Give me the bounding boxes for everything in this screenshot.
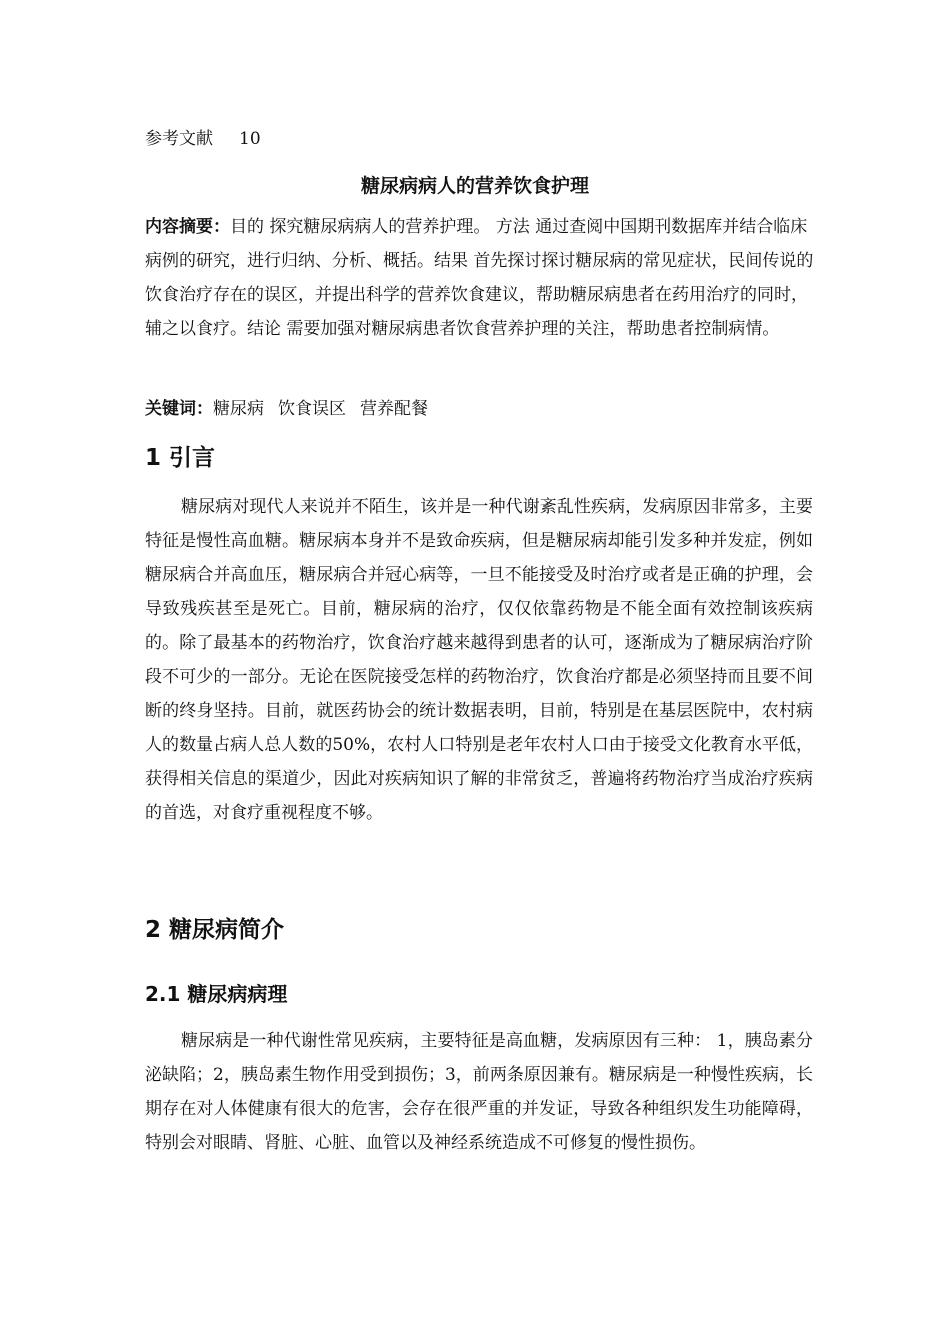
toc-label: 参考文献 (145, 129, 213, 149)
keyword-item: 营养配餐 (360, 399, 428, 419)
keywords-label: 关键词： (145, 399, 213, 419)
toc-page-number: 10 (239, 129, 261, 149)
abstract-label: 内容摘要： (145, 217, 230, 237)
keywords-block (145, 394, 442, 424)
section-heading-introduction: 1 引言 (145, 445, 216, 471)
keyword-item: 糖尿病 (213, 399, 264, 419)
abstract-text: 目的 探究糖尿病病人的营养护理。 方法 通过查阅中国期刊数据库并结合临床病例的研究，进行归纳、分析、概括。结果 首先探讨探讨糖尿病的常见症状，民间传说的饮食治疗存在的误区，并提出科学的营养饮食建议，帮助糖尿病患者在药用治疗的同时，辅之以食疗。结论 需要加强对糖尿病患者饮食营养护理的关注，帮助患者控制病情。 (145, 217, 814, 339)
document-title: 糖尿病病人的营养饮食护理 (360, 175, 589, 197)
section-heading-diabetes-overview: 2 糖尿病简介 (145, 917, 285, 943)
subsection-heading-pathology: 2.1 糖尿病病理 (145, 982, 288, 1006)
subsection-body-pathology: 糖尿病是一种代谢性常见疾病，主要特征是高血糖，发病原因有三种： 1，胰岛素分泌缺陷；2，胰岛素生物作用受到损伤；3，前两条原因兼有。糖尿病是一种慢性疾病，长期存在对人体健康有很大的危害，会存在很严重的并发证，导致各种组织发生功能障碍，特别会对眼睛、肾脏、心脏、血管以及神经系统造成不可修复的慢性损伤。 (145, 1031, 813, 1153)
section-body-introduction: 糖尿病对现代人来说并不陌生，该并是一种代谢紊乱性疾病，发病原因非常多，主要特征是慢性高血糖。糖尿病本身并不是致命疾病，但是糖尿病却能引发多种并发症，例如糖尿病合并高血压，糖尿病合并冠心病等，一旦不能接受及时治疗或者是正确的护理，会导致残疾甚至是死亡。目前，糖尿病的治疗，仅仅依靠药物是不能全面有效控制该疾病的。除了最基本的药物治疗，饮食治疗越来越得到患者的认可，逐渐成为了糖尿病治疗阶段不可少的一部分。无论在医院接受怎样的药物治疗，饮食治疗都是必须坚持而且要不间断的终身坚持。目前，就医药协会的统计数据表明，目前，特别是在基层医院中，农村病人的数量占病人总人数的50%，农村人口特别是老年农村人口由于接受文化教育水平低，获得相关信息的渠道少，因此对疾病知识了解的非常贫乏，普遍将药物治疗当成治疗疾病的首选，对食疗重视程度不够。 (145, 497, 813, 823)
toc-entry-references[interactable] (145, 124, 261, 154)
keyword-item: 饮食误区 (278, 399, 346, 419)
abstract-block (145, 210, 815, 346)
